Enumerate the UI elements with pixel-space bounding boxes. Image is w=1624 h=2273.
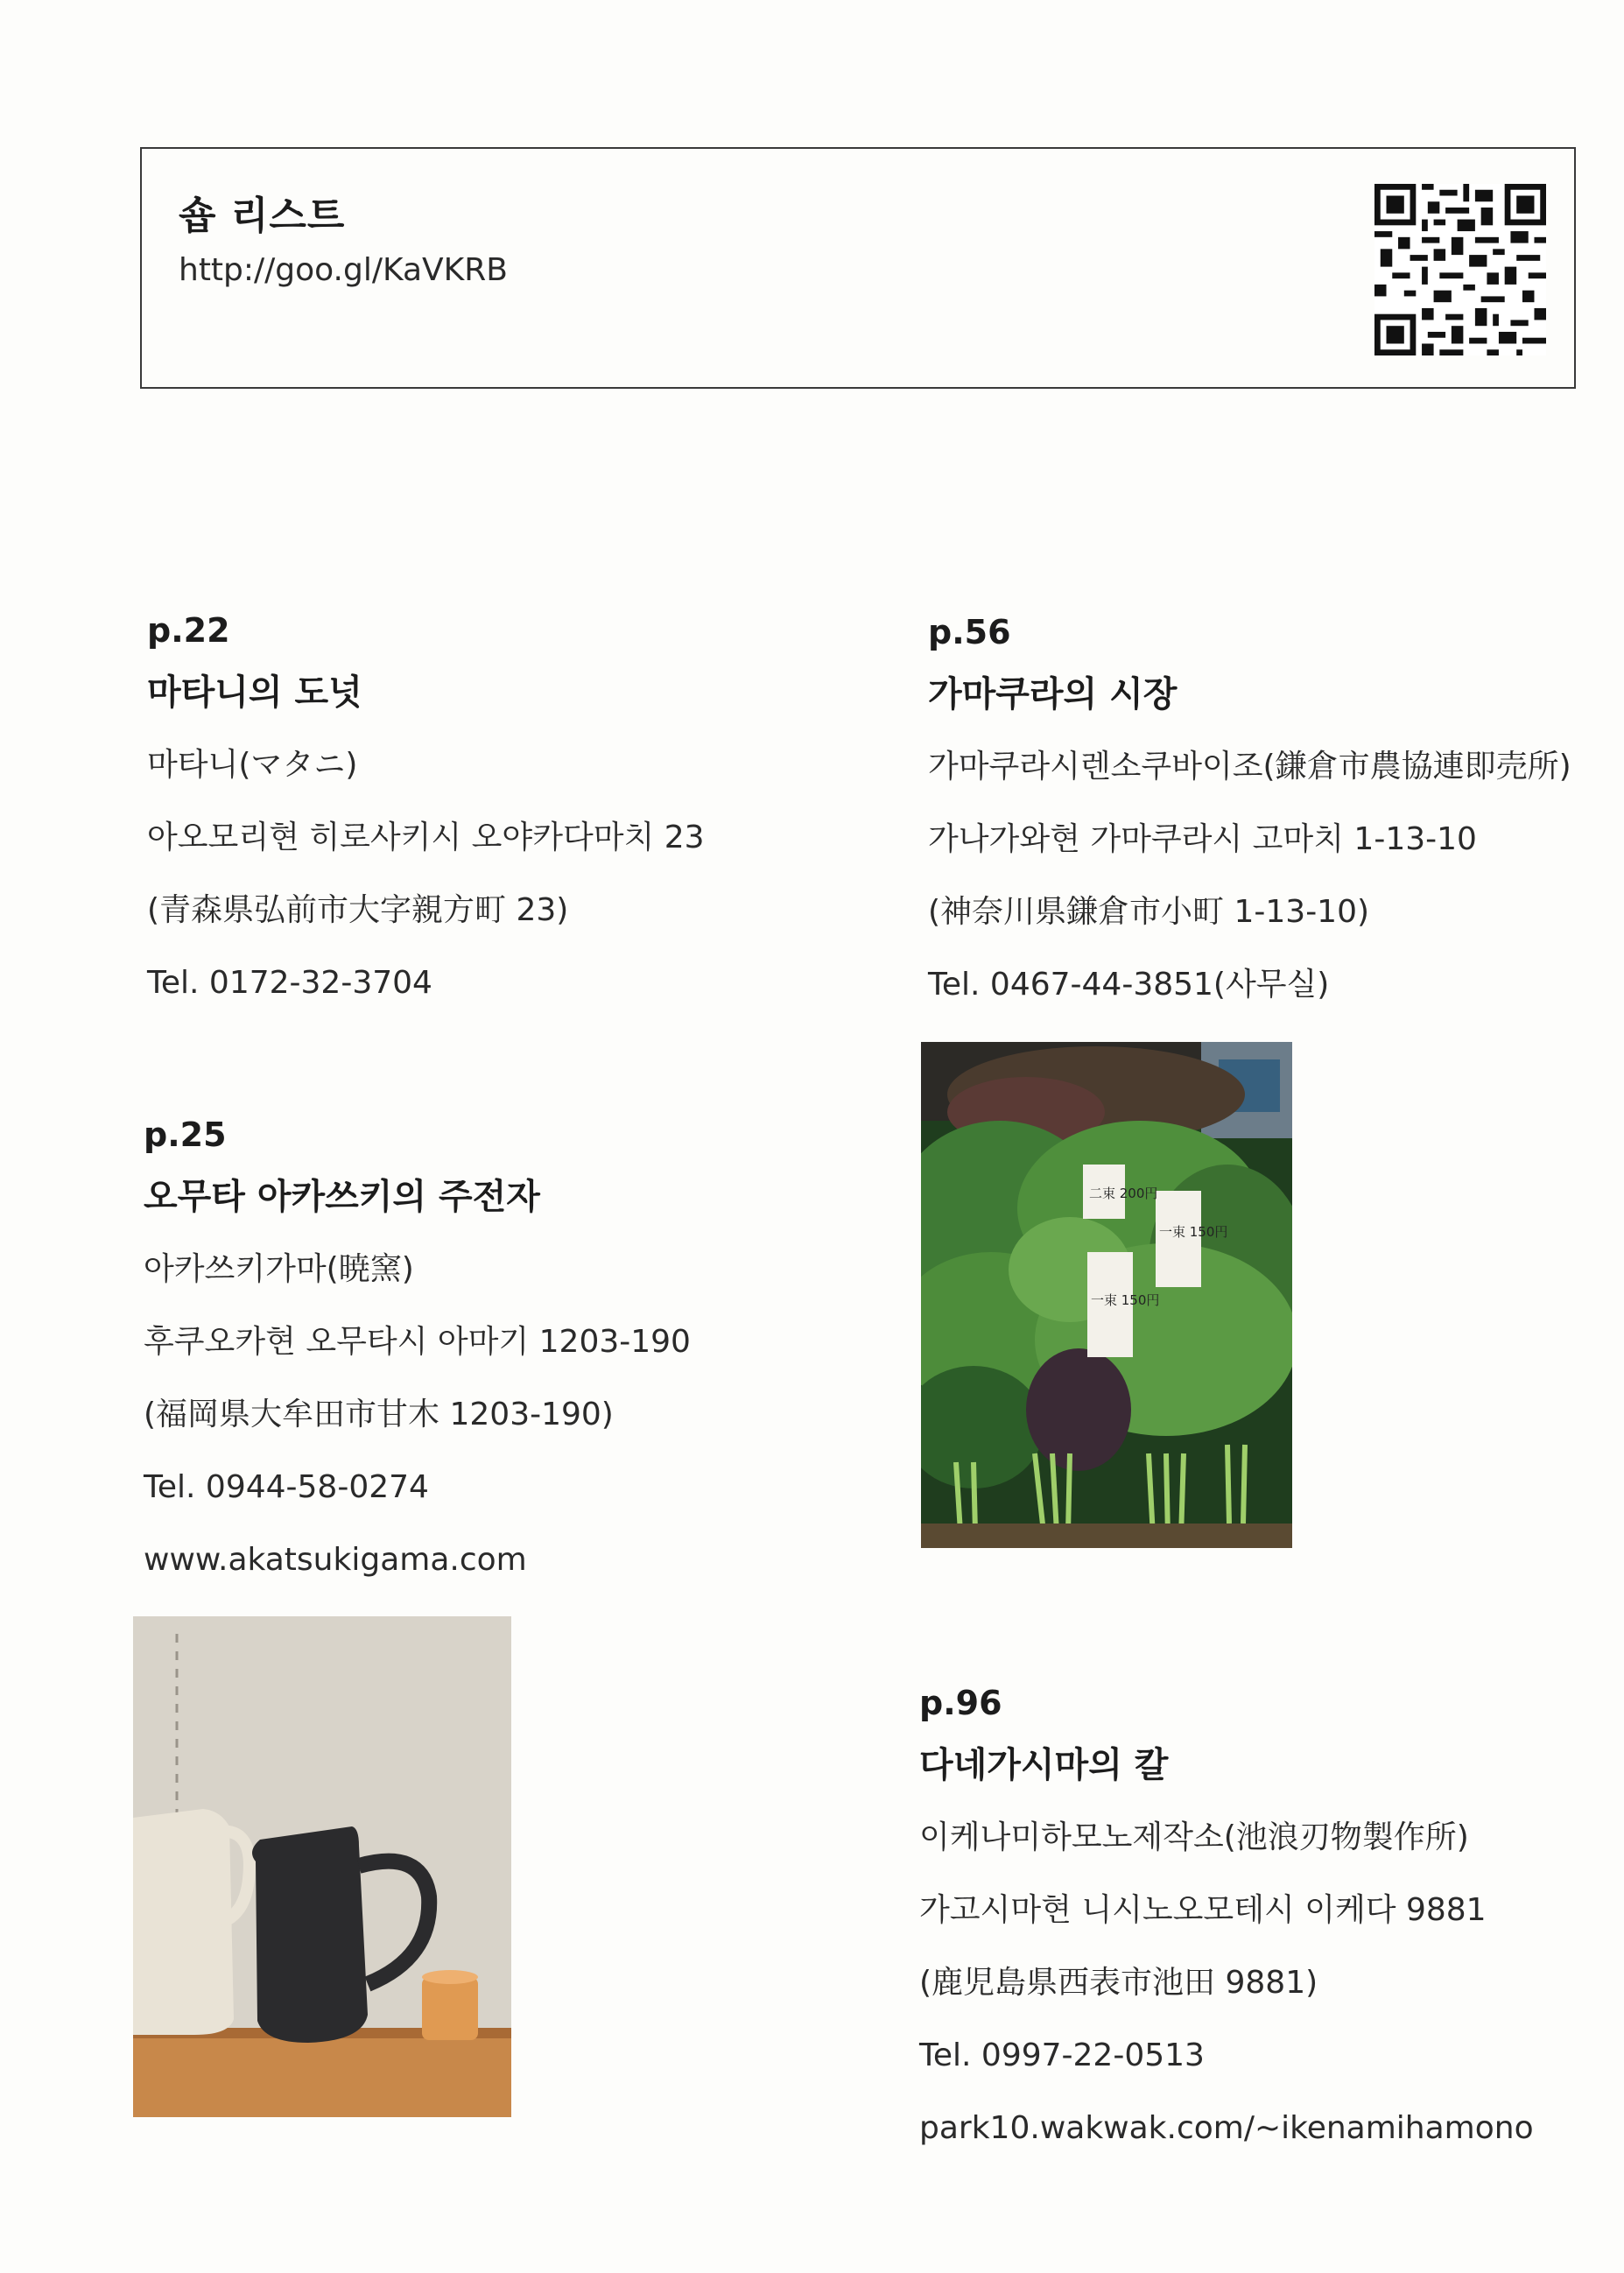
website-link[interactable]: park10.wakwak.com/~ikenamihamono	[919, 2110, 1534, 2146]
shop-name: 가마쿠라시렌소쿠바이조(鎌倉市農協連即売所)	[928, 749, 1571, 785]
entry-title: 다네가시마의 칼	[919, 1745, 1169, 1785]
phone-number: Tel. 0467-44-3851(사무실)	[928, 967, 1330, 1003]
page-number: p.56	[928, 613, 1011, 651]
address-korean: 아오모리현 히로사키시 오야카다마치 23	[147, 820, 705, 855]
page-number: p.22	[147, 611, 230, 650]
vegetable-market-image	[921, 1042, 1292, 1548]
address-japanese: (福岡県大牟田市甘木 1203-190)	[144, 1397, 614, 1432]
price-tag-2: 一束 150円	[1159, 1224, 1228, 1240]
phone-number: Tel. 0944-58-0274	[144, 1469, 429, 1505]
jug-image	[133, 1616, 511, 2117]
vegetable-market-photo	[921, 1042, 1292, 1548]
entry-p96	[919, 1677, 1534, 2164]
phone-number: Tel. 0172-32-3704	[147, 965, 432, 1001]
address-korean: 가나가와현 가마쿠라시 고마치 1-13-10	[928, 821, 1477, 857]
address-japanese: (鹿児島県西表市池田 9881)	[919, 1965, 1318, 2001]
shop-name: 아카쓰키가마(暁窯)	[144, 1251, 414, 1287]
entry-title: 마타니의 도넛	[147, 672, 362, 713]
address-japanese: (神奈川県鎌倉市小町 1-13-10)	[928, 894, 1370, 930]
address-japanese: (青森県弘前市大字親方町 23)	[147, 892, 569, 928]
website-link[interactable]: www.akatsukigama.com	[144, 1542, 527, 1578]
page-number: p.96	[919, 1684, 1002, 1722]
qr-code-icon	[1374, 184, 1546, 355]
entry-p25	[144, 1108, 691, 1596]
entry-title: 가마쿠라의 시장	[928, 674, 1178, 714]
shop-name: 이케나미하모노제작소(池浪刃物製作所)	[919, 1819, 1469, 1855]
phone-number: Tel. 0997-22-0513	[919, 2037, 1205, 2073]
entry-p56	[928, 606, 1571, 1021]
price-tag-1: 二束 200円	[1089, 1186, 1158, 1201]
header-url-link[interactable]: http://goo.gl/KaVKRB	[179, 252, 508, 288]
address-korean: 가고시마현 니시노오모테시 이케다 9881	[919, 1892, 1487, 1928]
address-korean: 후쿠오카현 오무타시 아마기 1203-190	[144, 1324, 691, 1360]
entry-p22	[147, 604, 705, 1019]
shop-name: 마타니(マタニ)	[147, 747, 358, 783]
price-tag-3: 一束 150円	[1091, 1292, 1160, 1308]
shop-list-header	[140, 147, 1576, 389]
entry-title: 오무타 아카쓰키의 주전자	[144, 1177, 540, 1217]
page-number: p.25	[144, 1115, 227, 1154]
header-title: 숍 리스트	[179, 194, 346, 238]
jug-photo	[133, 1616, 511, 2117]
